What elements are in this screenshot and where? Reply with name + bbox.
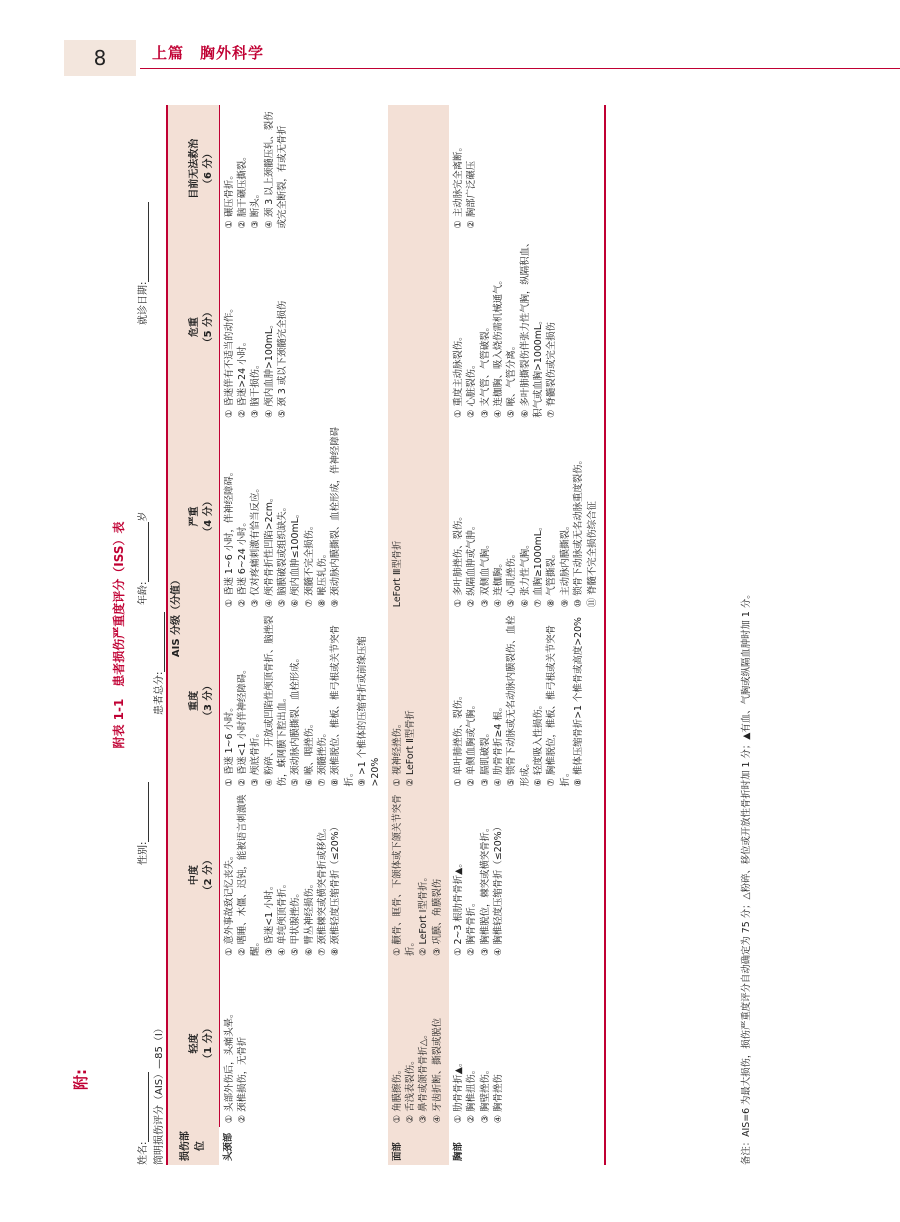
injury-item: ② 纵隔血肿或气肿。 xyxy=(466,520,478,608)
level-cell xyxy=(388,105,449,233)
injury-item: ① 意外事故致记忆丧失。 xyxy=(223,850,235,956)
injury-item: ⑤ 心肌挫伤。 xyxy=(506,548,518,608)
form-ais xyxy=(150,1023,165,1165)
injury-item: ① 2~3 根肋骨骨折▲。 xyxy=(453,858,465,956)
injury-item: ⑤ 脑膜破裂或组织缺失。 xyxy=(276,502,288,608)
injury-item: ⑤ 喉、气管分离。 xyxy=(506,340,518,418)
injury-item: ② 胸骨骨折。 xyxy=(466,897,478,956)
injury-item: ⑥ 轻度吸入性损伤。 xyxy=(533,700,545,787)
injury-item: ⑧ 椎体压缩骨折>1 个椎骨或高度>20% xyxy=(573,617,585,787)
age-label: 年龄: xyxy=(138,581,149,605)
injury-item: ⑧ 喉压轧伤。 xyxy=(316,548,328,608)
level-cell xyxy=(388,611,449,790)
form-name xyxy=(134,1072,149,1165)
injury-item: ⑨ >1 个椎体的压缩骨折或前缘压缩>20% xyxy=(357,636,382,787)
header-row-2 xyxy=(186,105,219,1165)
injury-item: ④ 颈 3 以上颈髓压轧、裂伤或完全断裂，有或无骨折 xyxy=(263,111,288,229)
table-row xyxy=(388,105,449,1165)
level-score: （5 分） xyxy=(203,306,215,348)
level-cell xyxy=(219,233,388,422)
injury-item: ① 头部外伤后，头痛头晕。 xyxy=(223,1008,235,1124)
injury-item: ⑨ 主动脉内膜撕裂。 xyxy=(559,520,571,608)
injury-item: ③ 巩膜、角膜裂伤 xyxy=(431,878,443,956)
injury-item: ④ 胸骨挫伤 xyxy=(493,1074,505,1124)
sex-label: 性别: xyxy=(138,841,149,865)
level-cell xyxy=(388,422,449,611)
injury-item: ⑧ 颈椎轻度压缩骨折（≤20%） xyxy=(330,822,342,956)
injury-item: ⑤ 锁骨下动脉或无名动脉内膜裂伤、血栓形成。 xyxy=(506,615,531,787)
table-title: 附表 1-1 患者损伤严重度评分（ISS）表 xyxy=(112,521,126,749)
ais-label: 简明损伤评分（AIS）—85（Ⅰ） xyxy=(154,1023,165,1165)
injury-item: ⑥ 张力性气胸。 xyxy=(519,539,531,608)
injury-item: ② LeFort Ⅱ型骨折 xyxy=(405,710,417,787)
level-cell xyxy=(449,611,605,790)
injury-item: ⑥ 喉、咽挫伤。 xyxy=(303,718,315,787)
level-name: 目前无法救治 xyxy=(189,138,201,199)
injury-item: ④ 颅内血肿>100mL。 xyxy=(263,319,275,418)
injury-item: ① 颧骨、眶骨、下颌体或下颌关节突骨折。 xyxy=(391,794,417,956)
total-blank xyxy=(154,612,165,672)
iss-table xyxy=(166,105,606,1165)
injury-item: ⑩ 锁骨下动脉或无名动脉重度裂伤。 xyxy=(573,455,585,608)
injury-item: ② 昏迷>24 小时。 xyxy=(236,336,248,418)
injury-item: ③ 膈肌破裂。 xyxy=(479,728,491,787)
col-header-ais-group: AIS 分级（分值） xyxy=(167,105,186,1127)
injury-item: ③ 颅底骨折。 xyxy=(250,728,262,787)
injury-item: ④ 连枷胸、吸入烧伤需机械通气。 xyxy=(493,275,505,418)
injury-item: ⑨ 颈动脉内膜撕裂、血栓形成，伴神经障碍 xyxy=(330,427,342,608)
table-row xyxy=(449,105,605,1165)
level-cell xyxy=(219,611,388,790)
level-score: （6 分） xyxy=(203,148,215,189)
level-name: 危重 xyxy=(189,317,201,338)
page-number: 8 xyxy=(64,40,136,76)
injury-item: ⑥ 颅内血肿≤100mL。 xyxy=(290,508,302,608)
col-header-level xyxy=(186,611,219,790)
level-name: 严重 xyxy=(189,506,201,527)
injury-item: ① 主动脉完全离断。 xyxy=(453,142,465,229)
level-score: （1 分） xyxy=(203,1023,215,1064)
level-cell xyxy=(449,105,605,233)
injury-item: ⑦ 颈椎棘突或横突骨折或移位。 xyxy=(316,822,328,956)
injury-item: ① 肋骨骨折▲。 xyxy=(453,1057,465,1124)
injury-item: ① 视神经挫伤。 xyxy=(391,718,403,787)
injury-item: ④ 连枷胸。 xyxy=(493,558,505,608)
header-rule xyxy=(140,68,900,69)
injury-item: ④ 粉碎、开放或凹陷性颅顶骨折、脑挫裂伤，蛛网膜下腔出血。 xyxy=(263,615,288,787)
injury-item: ② 胸椎扭伤。 xyxy=(466,1064,478,1124)
sex-blank xyxy=(138,782,149,842)
level-cell xyxy=(449,790,605,959)
col-header-level xyxy=(186,790,219,959)
col-header-level xyxy=(186,422,219,611)
injury-item: ② 胸部广泛碾压 xyxy=(466,160,478,229)
table-row xyxy=(219,105,388,1165)
region-cell: 头颈部 xyxy=(223,1132,235,1161)
name-blank xyxy=(138,1072,149,1142)
total-label: 患者总分: xyxy=(154,671,165,715)
level-score: （4 分） xyxy=(203,496,215,537)
running-title: 上篇 胸外科学 xyxy=(152,44,265,62)
form-age xyxy=(134,512,149,605)
injury-item: ① 角膜擦伤。 xyxy=(391,1064,403,1124)
region-cell: 面部 xyxy=(388,1127,449,1165)
injury-item: ① 昏迷 1~6 小时，伴神经障碍。 xyxy=(223,466,235,608)
injury-item: ④ 胸椎轻度压缩骨折（≤20%） xyxy=(493,822,505,956)
injury-item: ① 昏迷 1~6 小时。 xyxy=(223,702,235,787)
injury-item: ③ 断头。 xyxy=(250,188,262,229)
level-cell xyxy=(219,105,388,233)
level-name: 重度 xyxy=(189,690,201,711)
injury-item: ③ 仅对疼痛刺激有恰当反应。 xyxy=(250,483,262,608)
level-score: （2 分） xyxy=(203,854,215,896)
injury-item: ④ 单纯颅顶骨折。 xyxy=(276,878,288,956)
injury-item: ③ 胸椎脱位，棘突或横突骨折。 xyxy=(479,822,491,956)
col-header-region: 损伤部位 xyxy=(167,1127,219,1165)
level-cell xyxy=(388,960,449,1127)
level-cell xyxy=(219,422,388,611)
level-cell xyxy=(449,960,605,1127)
injury-item: ⑤ 甲状腺挫伤。 xyxy=(290,888,302,956)
injury-item: ⑥ 臂丛神经损伤。 xyxy=(303,878,315,956)
injury-item: ⑦ 血胸≥1000mL。 xyxy=(533,521,545,608)
injury-item: ⑤ 颈动脉内膜撕裂、血栓形成。 xyxy=(290,653,302,787)
form-sex xyxy=(134,782,149,865)
injury-item: ③ 胸壁挫伤。 xyxy=(479,1064,491,1124)
level-cell xyxy=(449,422,605,611)
injury-item: ② 心脏裂伤。 xyxy=(466,359,478,418)
injury-item: ② 昏迷 6~24 小时。 xyxy=(236,517,248,608)
iss-table-body xyxy=(219,105,605,1165)
injury-item: ③ 昏迷<1 小时。 xyxy=(263,880,275,956)
injury-item: ① 重度主动脉裂伤。 xyxy=(453,331,465,418)
region-cell: 胸部 xyxy=(453,1142,465,1161)
injury-item: ⑥ 多叶肺撕裂伤伴张力性气胸，纵隔积血、积气或血胸>1000mL。 xyxy=(519,237,545,418)
injury-item: ③ 脑干损伤。 xyxy=(250,359,262,418)
level-cell xyxy=(219,790,388,959)
injury-item: ① 昏迷伴有不适当的动作。 xyxy=(223,303,235,418)
injury-item: ⑧ 颈椎脱位、椎板、椎弓根或关节突骨折。 xyxy=(330,625,355,787)
form-visit-date xyxy=(134,202,149,325)
level-name: 轻度 xyxy=(189,1033,201,1054)
injury-item: ④ 牙齿折断、撕裂或脱位 xyxy=(431,1017,443,1124)
level-score: （3 分） xyxy=(203,680,215,722)
level-cell xyxy=(219,960,388,1127)
visit-date-blank xyxy=(138,202,149,282)
injury-item: ② 脑干碾压撕裂。 xyxy=(236,151,248,229)
injury-item: ⑦ 胸椎脱位，椎板、椎弓根或关节突骨折。 xyxy=(546,625,571,787)
injury-item: ② 昏迷<1 小时伴神经障碍。 xyxy=(236,664,248,787)
injury-item: ② LeFort Ⅰ型骨折。 xyxy=(418,872,430,956)
header-row-1 xyxy=(167,105,186,1165)
injury-item: ④ 颅骨骨折性凹陷>2cm。 xyxy=(263,492,275,608)
footnote: 备注：AIS=6 为最大损伤，损伤严重度评分自动确定为 75 分；△粉碎、移位或开放性骨折时加 1 分；▲有血、气胸或纵隔血肿时加 1 分。 xyxy=(741,589,752,1165)
injury-item: ③ 鼻骨或颌骨骨折△。 xyxy=(418,1029,430,1124)
injury-item: ③ 支气管、气管破裂。 xyxy=(479,322,491,418)
injury-item: ④ 肋骨骨折≥4 根。 xyxy=(493,702,505,787)
rotated-table-stage xyxy=(110,105,760,1165)
injury-item: ③ 双侧血气胸。 xyxy=(479,539,491,608)
name-label: 姓名: xyxy=(138,1141,149,1165)
injury-item: ② 单侧血胸或气胸。 xyxy=(466,700,478,787)
col-header-level xyxy=(186,105,219,233)
injury-item: ⑦ 颈髓挫伤。 xyxy=(316,728,328,787)
col-header-level xyxy=(186,960,219,1127)
level-cell xyxy=(388,233,449,422)
injury-item: ⑦ 脊髓裂伤或完全损伤 xyxy=(546,322,558,418)
injury-item: ② 舌浅表裂伤。 xyxy=(405,1055,417,1124)
visit-date-label: 就诊日期: xyxy=(138,281,149,325)
injury-item: LeFort Ⅲ型骨折 xyxy=(391,540,403,608)
injury-item: ① 多叶肺挫伤、裂伤。 xyxy=(453,511,465,608)
injury-item: ① 碾压骨折。 xyxy=(223,170,235,229)
injury-item: ⑧ 气管撕裂。 xyxy=(546,548,558,608)
injury-item: ⑤ 颈 3 或以下颈髓完全损伤 xyxy=(276,300,288,418)
level-cell xyxy=(449,233,605,422)
age-unit: 岁 xyxy=(138,511,149,522)
level-cell xyxy=(388,790,449,959)
appendix-label: 附: xyxy=(72,1069,90,1090)
injury-item: ② 嗜睡、木僵、迟钝，能被语言刺激唤醒。 xyxy=(236,794,262,956)
injury-item: ① 单叶肺挫伤、裂伤。 xyxy=(453,690,465,787)
form-total xyxy=(150,612,165,715)
col-header-level xyxy=(186,233,219,422)
level-name: 中度 xyxy=(189,865,201,886)
injury-item: ⑪ 脊髓不完全损伤综合征 xyxy=(586,501,598,608)
injury-item: ② 颈椎损伤，无骨折 xyxy=(236,1036,248,1124)
age-blank xyxy=(138,522,149,582)
injury-item: ⑦ 颈髓不完全损伤。 xyxy=(303,520,315,608)
